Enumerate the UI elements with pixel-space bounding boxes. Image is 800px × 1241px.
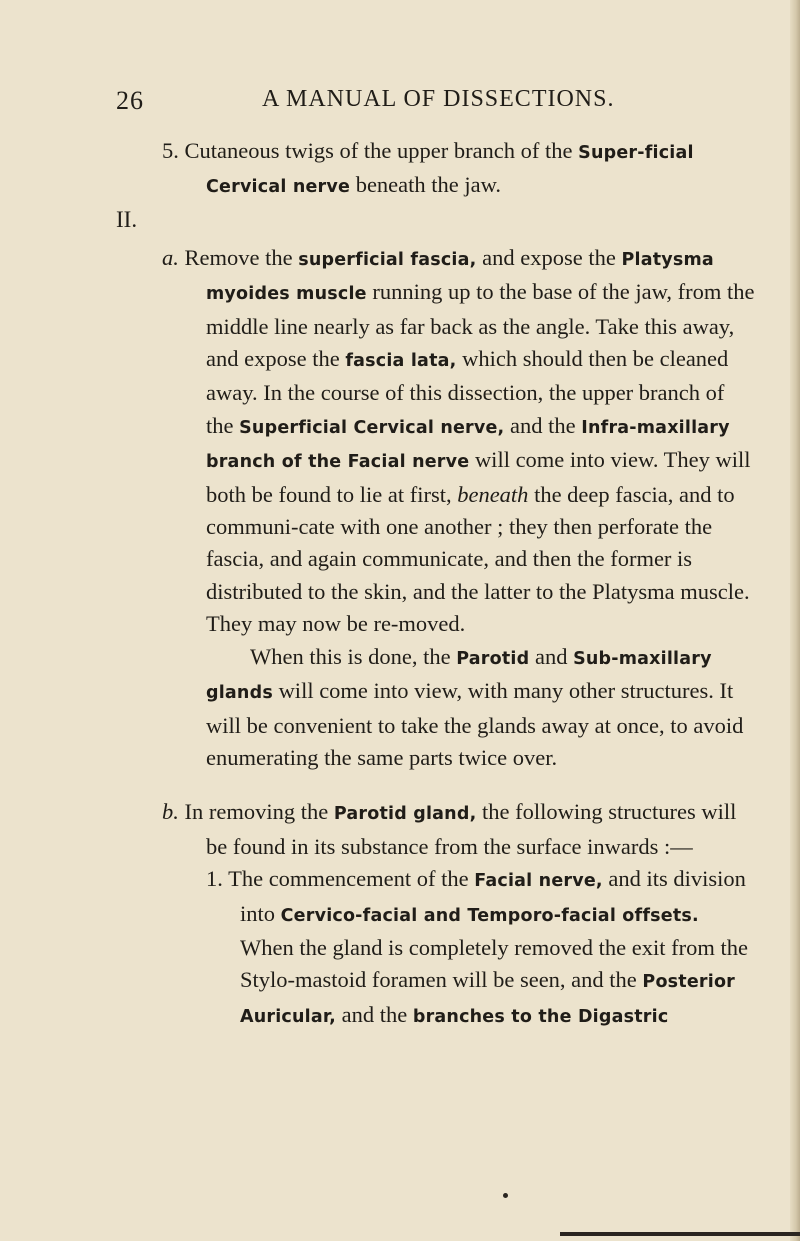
text-run: Remove the — [184, 244, 299, 270]
anatomical-term: Superficial Cervical nerve, — [239, 417, 505, 438]
text-run: will come into view, with many other structures. It will be convenient to take the glands away at once, to avoid enumerating the same parts twice over. — [206, 678, 744, 770]
paragraph-label: a. — [162, 244, 179, 270]
running-title: A MANUAL OF DISSECTIONS. — [262, 86, 615, 112]
page-body — [116, 135, 756, 1033]
item-label: 1. — [206, 866, 223, 892]
text-run: the deep fascia, and to communi-cate with one another ; they then perforate the fascia, and again communicate, and then the former is distributed to the skin, and the latter to the Platysma muscle. They may now be re-moved. — [206, 481, 750, 637]
text-run: which should then be cleaned away. In the course of this dissection, the upper branch of the — [206, 346, 729, 438]
item-5 — [116, 135, 756, 204]
text-run: and its division into — [240, 866, 746, 926]
anatomical-term: Infra-maxillary branch of the Facial nerve — [206, 417, 730, 473]
page-number: 26 — [116, 86, 144, 115]
paragraph-a-continued — [116, 641, 756, 775]
text-run: beneath the jaw. — [350, 172, 502, 198]
anatomical-term: Parotid gland, — [333, 804, 477, 825]
anatomical-term: Parotid — [456, 648, 530, 669]
section-heading: II. — [116, 206, 138, 232]
page-edge — [790, 0, 800, 1241]
text-run: the following structures will be found in its substance from the surface inwards :— — [206, 799, 737, 859]
text-run: When the gland is completely removed the exit from the Stylo-mastoid foramen will be seen, and the — [240, 934, 748, 993]
anatomical-term: Posterior Auricular, — [240, 972, 736, 1027]
text-run: Cutaneous twigs of the upper branch of the — [184, 138, 579, 163]
paragraph-b — [116, 796, 756, 863]
text-run: will come into view. They will both be found to lie at first, — [206, 447, 751, 507]
text-run: In removing the — [184, 799, 334, 825]
ink-speck — [503, 1193, 508, 1198]
anatomical-term: fascia lata, — [345, 351, 457, 372]
anatomical-term: Cervico-facial and Temporo-facial offsets. — [280, 905, 699, 926]
paragraph-label: b. — [162, 799, 179, 825]
paragraph-a — [116, 242, 756, 641]
item-1 — [116, 863, 756, 1033]
text-run: The commencement of the — [228, 866, 475, 892]
anatomical-term: branches to the Digastric — [412, 1006, 669, 1027]
anatomical-term: superficial fascia, — [298, 249, 477, 270]
anatomical-term: Sub-maxillary glands — [206, 648, 712, 704]
page-bottom-edge — [560, 1232, 800, 1236]
text-run: and the — [335, 1001, 413, 1027]
anatomical-term: Facial nerve, — [474, 871, 603, 892]
text-run: running up to the base of the jaw, from the middle line nearly as far back as the angle. Take this away, and expose the — [206, 279, 755, 372]
text-run: and — [529, 643, 574, 669]
anatomical-term: Super-ficial Cervical nerve — [206, 143, 694, 198]
text-run: and expose the — [476, 244, 622, 270]
item-label: 5. — [162, 138, 179, 163]
emphasis: beneath — [457, 481, 529, 507]
anatomical-term: Platysma myoides muscle — [206, 249, 714, 305]
text-run: When this is done, the — [250, 643, 457, 669]
text-run: and the — [504, 412, 582, 438]
